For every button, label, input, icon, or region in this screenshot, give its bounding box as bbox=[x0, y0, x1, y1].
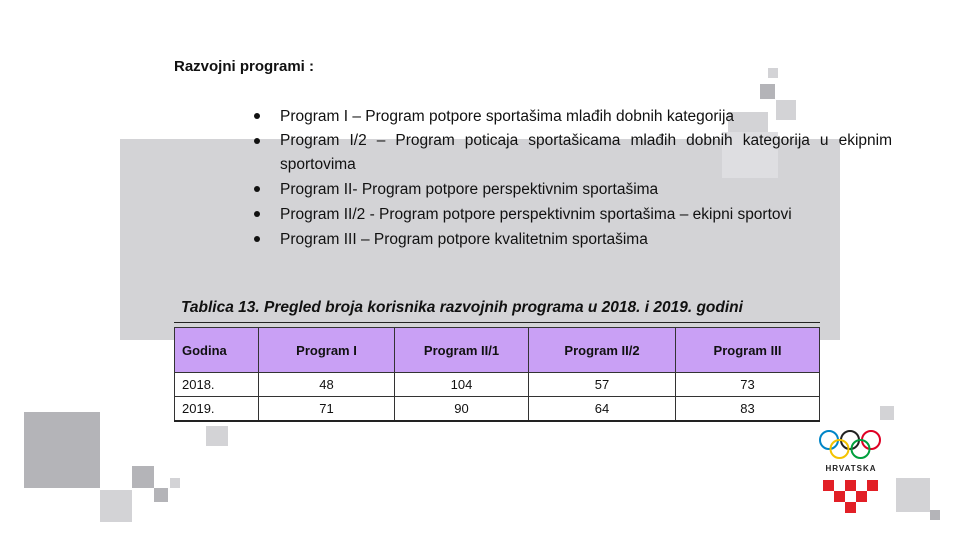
table-cell: 71 bbox=[259, 397, 395, 422]
decor-square bbox=[154, 488, 168, 502]
list-item bbox=[252, 202, 892, 227]
logo-text: HRVATSKA bbox=[825, 464, 877, 473]
beneficiaries-table bbox=[174, 327, 820, 422]
olympic-rings-icon bbox=[816, 428, 886, 518]
table-row bbox=[175, 373, 820, 397]
croatian-checkerboard-icon bbox=[823, 480, 878, 513]
table-cell: 2018. bbox=[175, 373, 259, 397]
table-cell: 90 bbox=[395, 397, 529, 422]
program-text: Program II/2 - Program potpore perspektivnim sportašima – ekipni sportovi bbox=[280, 206, 792, 223]
decor-square bbox=[206, 426, 228, 446]
section-heading: Razvojni programi : bbox=[174, 58, 315, 75]
decor-square bbox=[768, 68, 778, 78]
list-item bbox=[252, 104, 892, 129]
table-cell: 73 bbox=[676, 373, 820, 397]
table-cell: 83 bbox=[676, 397, 820, 422]
decor-square bbox=[880, 406, 894, 420]
olympic-committee-logo bbox=[816, 428, 886, 518]
decor-square bbox=[100, 490, 132, 522]
program-text: Program II- Program potpore perspektivnim sportašima bbox=[280, 181, 659, 198]
program-list bbox=[252, 104, 892, 252]
table-header-row bbox=[175, 328, 820, 373]
list-item bbox=[252, 177, 892, 202]
bullet-icon bbox=[254, 138, 260, 144]
column-header: Program III bbox=[676, 328, 820, 373]
table-container bbox=[174, 322, 820, 422]
column-header: Godina bbox=[175, 328, 259, 373]
bullet-icon bbox=[254, 236, 260, 242]
table-cell: 57 bbox=[529, 373, 676, 397]
decor-square bbox=[760, 84, 775, 99]
table-cell: 2019. bbox=[175, 397, 259, 422]
program-text: Program III – Program potpore kvalitetnim sportašima bbox=[280, 231, 648, 248]
table-cell: 64 bbox=[529, 397, 676, 422]
bullet-icon bbox=[254, 211, 260, 217]
decor-square bbox=[896, 478, 930, 512]
bullet-icon bbox=[254, 113, 260, 119]
bullet-icon bbox=[254, 186, 260, 192]
decor-square bbox=[132, 466, 154, 488]
column-header: Program II/1 bbox=[395, 328, 529, 373]
decor-square bbox=[24, 412, 100, 488]
program-text: Program I – Program potpore sportašima mlađih dobnih kategorija bbox=[280, 108, 735, 125]
table-caption: Tablica 13. Pregled broja korisnika razvojnih programa u 2018. i 2019. godini bbox=[181, 299, 743, 316]
program-text: Program I/2 – Program poticaja sportašicama mlađih dobnih kategorija u ekipnim sportovima bbox=[280, 132, 892, 173]
column-header: Program I bbox=[259, 328, 395, 373]
list-item bbox=[252, 129, 892, 177]
table-cell: 48 bbox=[259, 373, 395, 397]
column-header: Program II/2 bbox=[529, 328, 676, 373]
list-item bbox=[252, 227, 892, 252]
decor-square bbox=[170, 478, 180, 488]
decor-square bbox=[930, 510, 940, 520]
table-cell: 104 bbox=[395, 373, 529, 397]
table-row bbox=[175, 397, 820, 422]
